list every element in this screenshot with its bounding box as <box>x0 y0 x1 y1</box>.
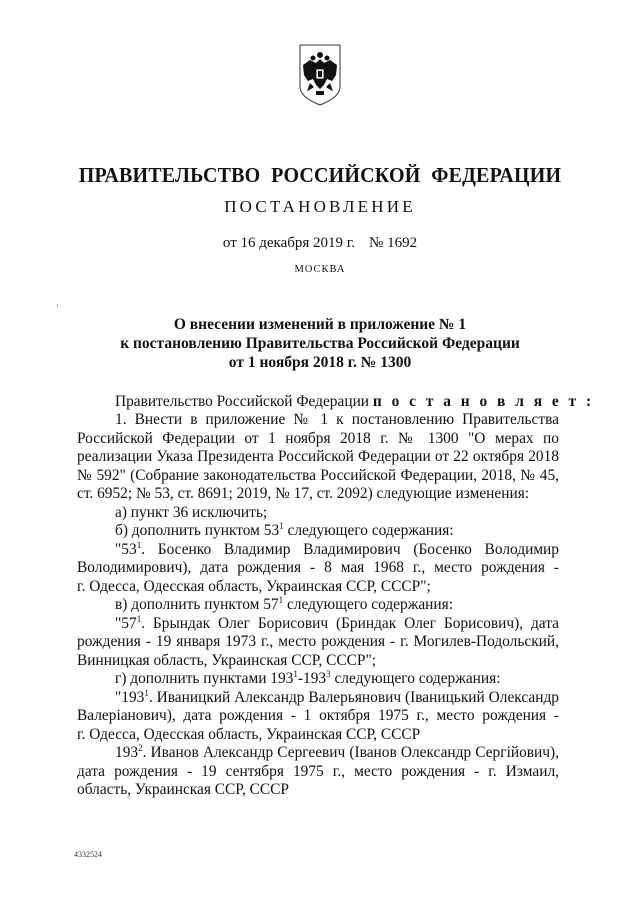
item-v-text: в) дополнить пунктом 57 <box>115 596 279 613</box>
item-b-text: б) дополнить пунктом 53 <box>115 522 280 539</box>
item-g-superscript-1: 1 <box>293 669 298 679</box>
item-b-content-line-2: Володимирович), дата рождения - 8 мая 1968 г., место рождения - <box>77 559 559 576</box>
item-b-content-line-1 <box>115 541 559 559</box>
item-v-content-line-2: рождения - 19 января 1973 г., место рождения - г. Могилев-Подольский, <box>77 633 559 650</box>
document-date-line <box>0 235 640 252</box>
item-b-content-superscript: 1 <box>136 541 142 550</box>
item-g-content-1-line-1 <box>115 689 559 707</box>
item-v-content-number: "57 <box>115 615 137 632</box>
document-type: ПОСТАНОВЛЕНИЕ <box>224 197 416 216</box>
title-line-1: О внесении изменений в приложение № 1 <box>173 316 467 333</box>
item-v-content-text: . Брындак Олег Борисович (Бриндак Олег Борисович), дата <box>141 615 559 632</box>
item-g-content-1-text: . Иваницкий Александр Валерьянович (Іваницький Олександр <box>148 689 559 706</box>
document-city: МОСКВА <box>294 264 346 275</box>
paragraph-1-line-3: реализации Указа Президента Российской Федерации от 22 октября 2018 <box>77 448 559 465</box>
item-g-superscript-3: 3 <box>326 669 331 679</box>
title-line-3: от 1 ноября 2018 г. № 1300 <box>228 354 412 371</box>
paragraph-1-line-5: ст. 6952; № 53, ст. 8691; 2019, № 17, ст. 2092) следующие изменения: <box>77 485 530 502</box>
item-g-content-1-superscript: 1 <box>144 689 149 698</box>
item-v-content-line-3: Винницкая область, Украинская ССР, СССР"; <box>77 652 377 669</box>
paragraph-1-line-1: 1. Внести в приложение № 1 к постановлению Правительства <box>115 411 559 428</box>
item-g-range: -193 <box>297 670 327 687</box>
item-b-content-text: . Босенко Владимир Владимирович (Босенко Володимир <box>141 541 559 558</box>
item-g-content-2-text: . Иванов Александр Сергеевич (Іванов Олександр Сергійович), <box>142 744 559 761</box>
item-g-content-2-line-3: область, Украинская ССР, СССР <box>77 781 289 798</box>
item-g-content-2-line-2: дата рождения - 19 сентября 1975 г., место рождения - г. Измаил, <box>77 763 559 780</box>
item-v-text-end: следующего содержания: <box>283 596 453 613</box>
item-g-content-2-number: 193 <box>115 744 139 761</box>
government-name: ПРАВИТЕЛЬСТВО РОССИЙСКОЙ ФЕДЕРАЦИИ <box>78 163 562 187</box>
item-g-content-2-superscript: 2 <box>138 744 143 753</box>
item-g-text-end: следующего содержания: <box>330 670 501 687</box>
preamble <box>115 393 595 411</box>
paragraph-1-line-2: Российской Федерации от 1 ноября 2018 г. № 1300 "О мерах по <box>77 430 559 447</box>
item-g-content-1-number: "193 <box>115 689 145 706</box>
item-b <box>115 522 559 540</box>
item-v <box>115 596 559 614</box>
item-g-content-1-line-3: г. Одесса, Одесская область, Украинская ССР, СССР <box>77 726 421 743</box>
item-v-superscript: 1 <box>278 595 284 605</box>
item-g-text: г) дополнить пунктами 193 <box>115 670 294 687</box>
item-v-content-superscript: 1 <box>136 615 142 624</box>
document-code: 4332524 <box>74 850 102 859</box>
preamble-verb: п о с т а н о в л я е т : <box>372 393 595 410</box>
scan-artifact <box>57 304 58 308</box>
item-a: а) пункт 36 исключить; <box>115 504 268 521</box>
document-number: № 1692 <box>369 235 418 251</box>
item-b-content-number: "53 <box>115 541 137 558</box>
item-b-superscript: 1 <box>279 521 284 531</box>
title-line-2: к постановлению Правительства Российской Федерации <box>120 335 520 352</box>
item-v-content-line-1 <box>115 615 559 633</box>
item-b-text-end: следующего содержания: <box>283 522 454 539</box>
item-b-content-line-3: г. Одесса, Одесская область, Украинская ССР, СССР"; <box>77 578 431 595</box>
coat-of-arms-emblem <box>297 43 343 107</box>
item-g-content-1-line-2: Валеріанович), дата рождения - 1 октября 1975 г., место рождения - <box>77 707 559 724</box>
item-g-content-2-line-1 <box>115 744 559 762</box>
item-g <box>115 670 559 688</box>
document-date: от 16 декабря 2019 г. <box>222 235 356 251</box>
preamble-text: Правительство Российской Федерации <box>115 393 370 410</box>
paragraph-1-line-4: № 592" (Собрание законодательства Российской Федерации, 2018, № 45, <box>77 467 559 484</box>
